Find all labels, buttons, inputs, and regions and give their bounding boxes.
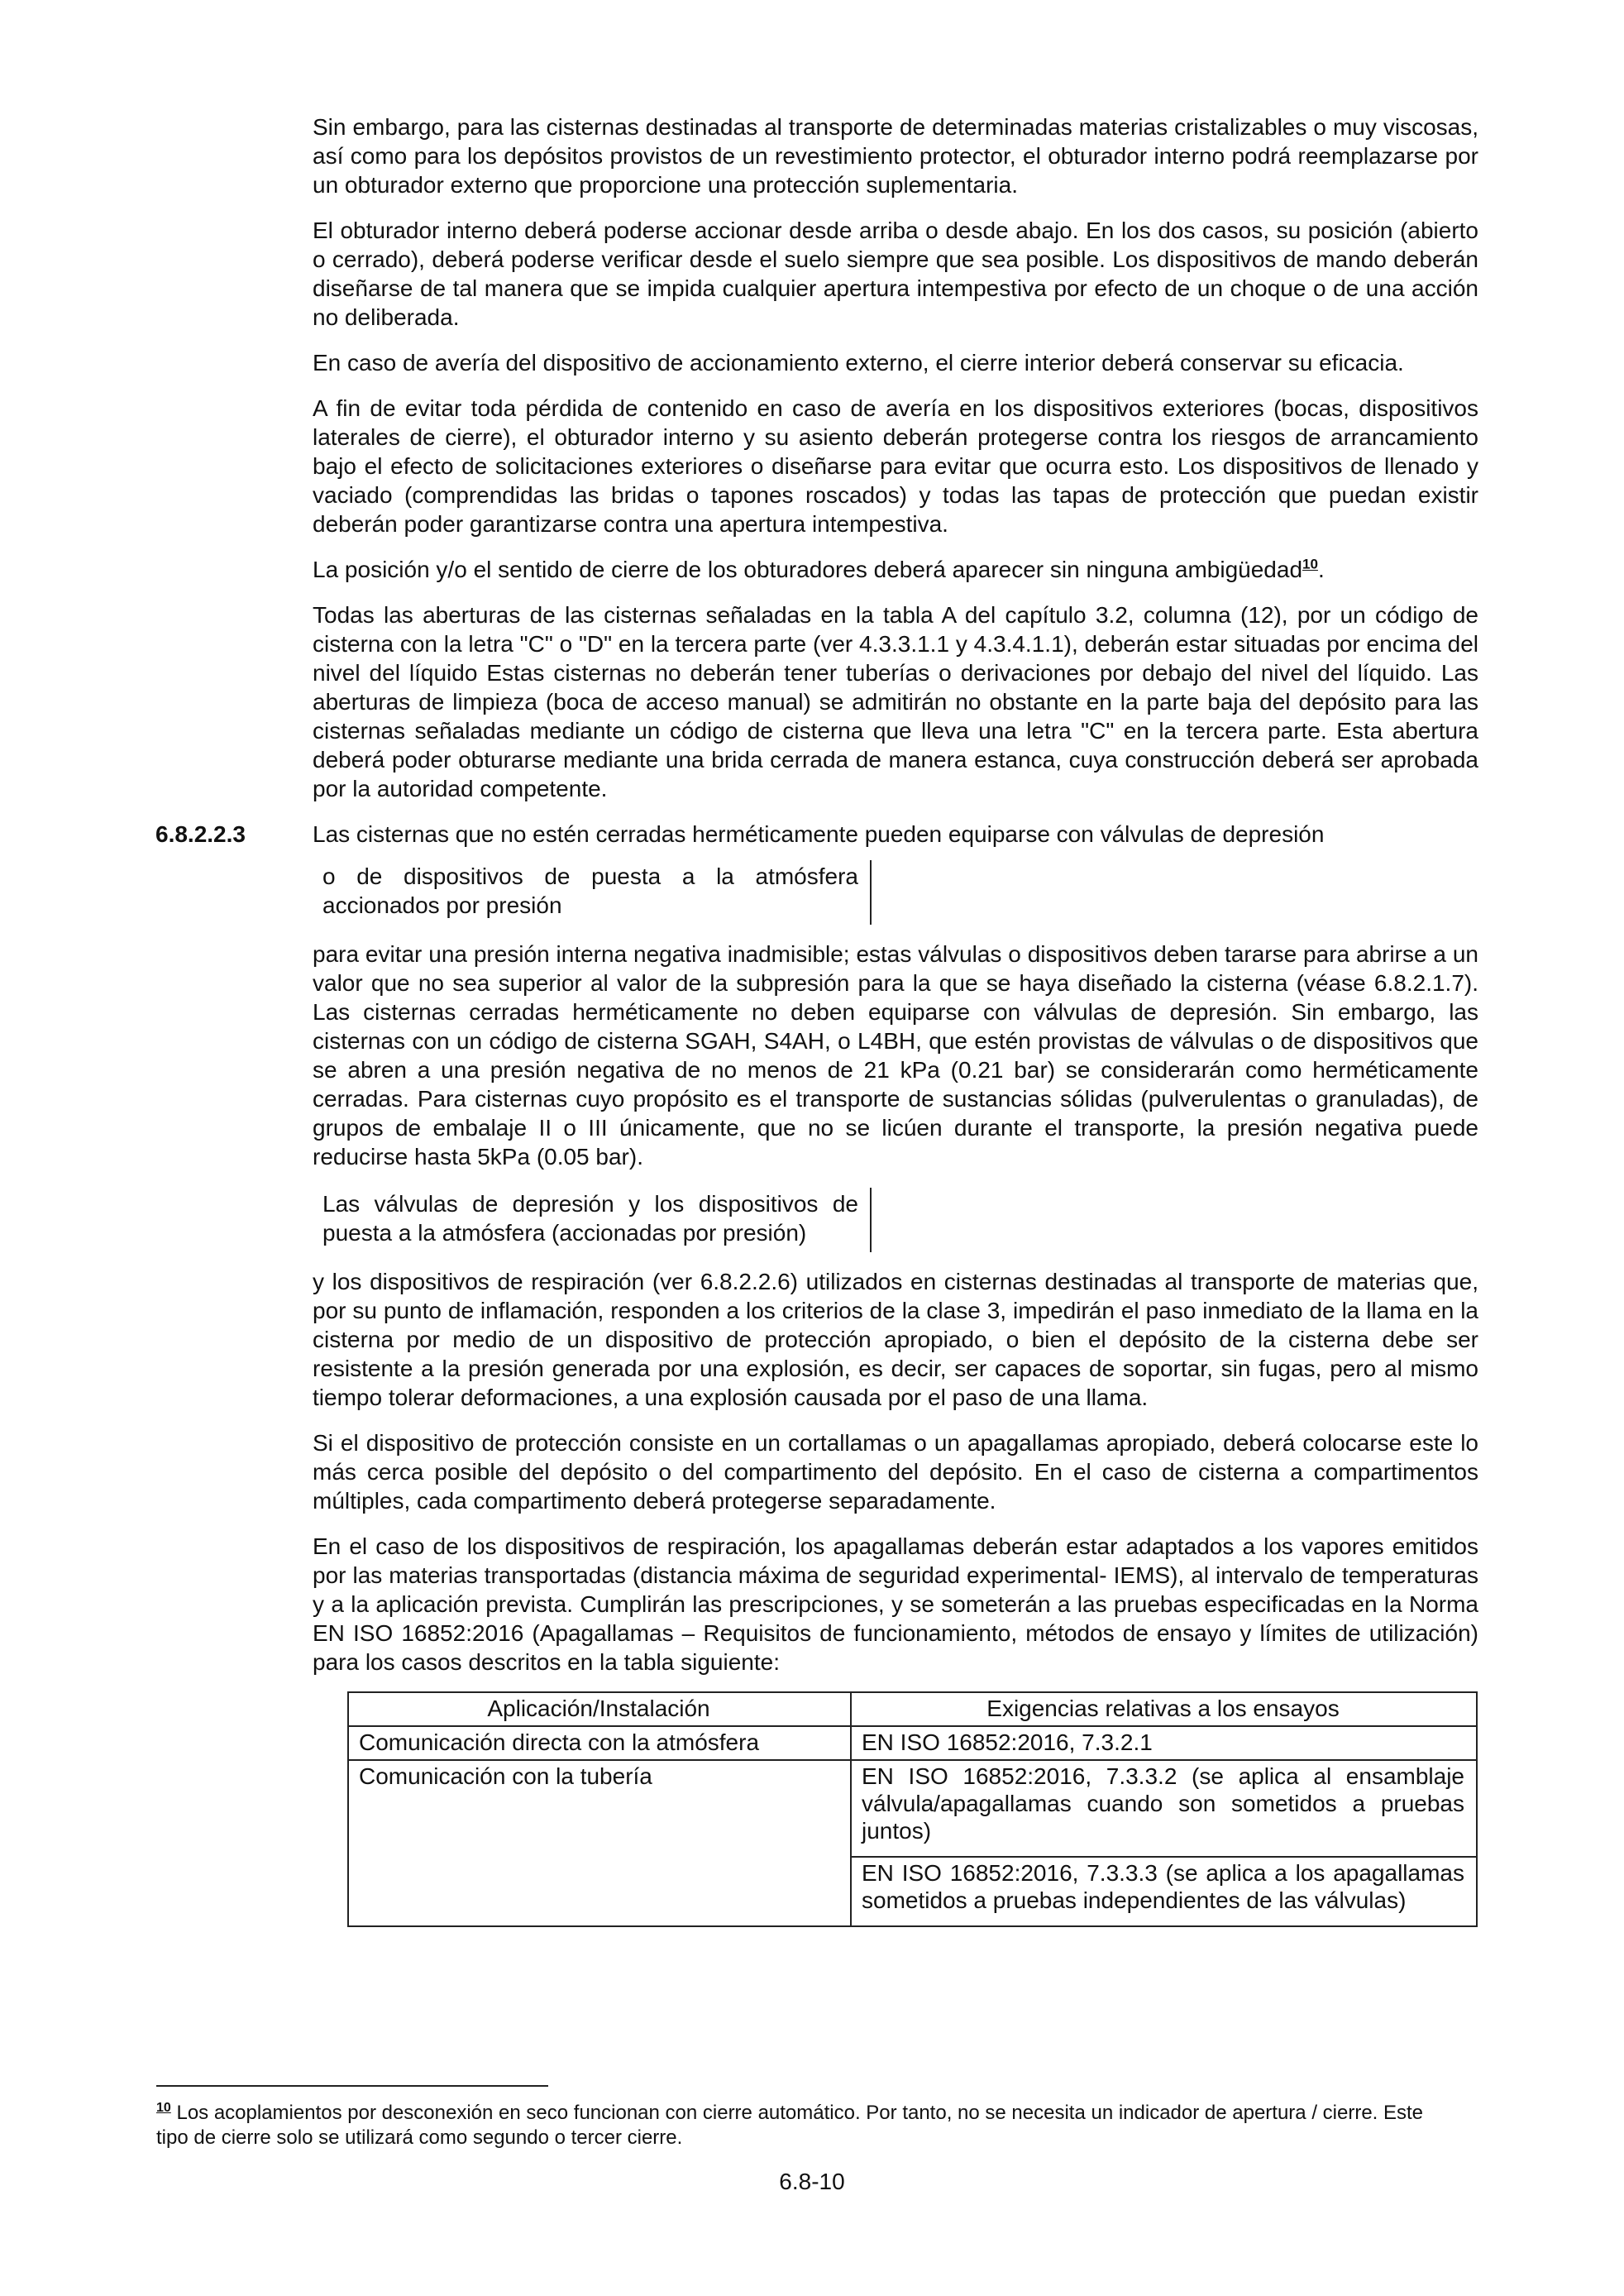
paragraph-4: A fin de evitar toda pérdida de contenido en caso de avería en los dispositivos exteriores (bocas, dispositivos laterales de cierre), el obturador interno y su asiento deberán protegerse contra los riesgos de arrancamiento bajo el efecto de solicitaciones exteriores o diseñarse para evitar que ocurra esto. Los dispositivos de llenado y vaciado (comprendidas las bridas o tapones roscados) y todas las tapas de protección que puedan existir deberán poder garantizarse contra una apertura intempestiva. <box>313 395 1478 537</box>
footnote-reference[interactable]: 10 <box>1302 556 1318 572</box>
table-header-row <box>348 1692 1477 1726</box>
table-row <box>348 1760 1477 1857</box>
table-cell: EN ISO 16852:2016, 7.3.2.1 <box>851 1726 1477 1760</box>
page-number: 6.8-10 <box>779 2169 845 2194</box>
table-cell: EN ISO 16852:2016, 7.3.3.2 (se aplica al ensamblaje válvula/apagallamas cuando son sometidos a pruebas juntos) <box>851 1760 1477 1857</box>
table-cell: Comunicación directa con la atmósfera <box>348 1726 851 1760</box>
paragraph-5-text: La posición y/o el sentido de cierre de los obturadores deberá aparecer sin ninguna ambigüedad <box>313 557 1303 582</box>
amendment-note-1: o de dispositivos de puesta a la atmósfera accionados por presión <box>313 860 872 925</box>
table-cell: Comunicación con la tubería <box>348 1760 851 1926</box>
table-header-requirements: Exigencias relativas a los ensayos <box>851 1692 1477 1726</box>
paragraph-2: El obturador interno deberá poderse accionar desde arriba o desde abajo. En los dos casos, su posición (abierto o cerrado), deberá poderse verificar desde el suelo siempre que sea posible. Los dispositivos de mando deberán diseñarse de tal manera que se impida cualquier apertura intempestiva por efecto de un choque o de una acción no deliberada. <box>313 218 1478 330</box>
footnote <box>156 2101 1446 2150</box>
paragraph-10: En el caso de los dispositivos de respiración, los apagallamas deberán estar adaptados a los vapores emitidos por las materias transportadas (distancia máxima de seguridad experimental- IEMS), al intervalo de temperaturas y a la aplicación prevista. Cumplirán las prescripciones, y se someterán a las pruebas especificadas en la Norma EN ISO 16852:2016 (Apagallamas – Requisitos de funcionamiento, métodos de ensayo y límites de utilización) para los casos descritos en la tabla siguiente: <box>313 1533 1478 1675</box>
paragraph-3: En caso de avería del dispositivo de accionamiento externo, el cierre interior deberá conservar su eficacia. <box>313 350 1404 375</box>
footnote-mark: 10 <box>156 2101 171 2115</box>
flame-arrester-test-table <box>347 1691 1478 1927</box>
paragraph-5 <box>313 555 1478 584</box>
main-content <box>155 112 1478 1927</box>
paragraph-5-end: . <box>1317 557 1325 582</box>
paragraph-9: Si el dispositivo de protección consiste en un cortallamas o un apagallamas apropiado, deberá colocarse este lo más cerca posible del depósito o del compartimento del depósito. En el caso de cisterna a compartimentos múltiples, cada compartimento deberá protegerse separadamente. <box>313 1430 1478 1514</box>
section-intro: Las cisternas que no estén cerradas herméticamente pueden equiparse con válvulas de depresión <box>313 821 1325 847</box>
footnote-separator <box>156 2085 548 2087</box>
paragraph-1: Sin embargo, para las cisternas destinadas al transporte de determinadas materias cristalizables o muy viscosas, así como para los depósitos provistos de un revestimiento protector, el obturador interno podrá reemplazarse por un obturador externo que proporcione una protección suplementaria. <box>313 114 1478 198</box>
table-row <box>348 1726 1477 1760</box>
footnote-text: Los acoplamientos por desconexión en seco funcionan con cierre automático. Por tanto, no se necesita un indicador de apertura / cierre. Este tipo de cierre solo se utilizará como segundo o tercer cierre. <box>156 2102 1424 2149</box>
paragraph-6: Todas las aberturas de las cisternas señaladas en la tabla A del capítulo 3.2, columna (12), por un código de cisterna con la letra "C" o "D" en la tercera parte (ver 4.3.3.1.1 y 4.3.4.1.1), deberán estar situadas por encima del nivel del líquido Estas cisternas no deberán tener tuberías o derivaciones por debajo del nivel del líquido. Las aberturas de limpieza (boca de acceso manual) se admitirán no obstante en la parte baja del depósito para las cisternas señaladas mediante un código de cisterna que lleva una letra "C" en la tercera parte. Esta abertura deberá poder obturarse mediante una brida cerrada de manera estanca, cuya construcción deberá ser aprobada por la autoridad competente. <box>313 602 1478 801</box>
section-6-8-2-2-3 <box>155 820 1478 849</box>
section-number: 6.8.2.2.3 <box>155 821 246 847</box>
amendment-note-2: Las válvulas de depresión y los dispositivos de puesta a la atmósfera (accionadas por presión) <box>313 1188 872 1252</box>
table-header-application: Aplicación/Instalación <box>348 1692 851 1726</box>
paragraph-7: para evitar una presión interna negativa inadmisible; estas válvulas o dispositivos deben tararse para abrirse a un valor que no sea superior al valor de la subpresión para la que se haya diseñado la cisterna (véase 6.8.2.1.7). Las cisternas cerradas herméticamente no deben equiparse con válvulas de depresión. Sin embargo, las cisternas con un código de cisterna SGAH, S4AH, o L4BH, que estén provistas de válvulas o de dispositivos que se abren a una presión negativa de no menos de 21 kPa (0.21 bar) se considerarán como herméticamente cerradas. Para cisternas cuyo propósito es el transporte de sustancias sólidas (pulverulentas o granuladas), de grupos de embalaje II o III únicamente, que no se licúen durante el transporte, la presión negativa puede reducirse hasta 5kPa (0.05 bar). <box>313 941 1478 1170</box>
paragraph-8: y los dispositivos de respiración (ver 6.8.2.2.6) utilizados en cisternas destinadas al transporte de materias que, por su punto de inflamación, responden a los criterios de la clase 3, impedirán el paso inmediato de la llama en la cisterna por medio de un dispositivo de protección apropiado, o bien el depósito de la cisterna debe ser resistente a la presión generada por una explosión, es decir, ser capaces de soportar, sin fugas, pero al mismo tiempo tolerar deformaciones, a una explosión causada por el paso de una llama. <box>313 1269 1478 1410</box>
table-cell: EN ISO 16852:2016, 7.3.3.3 (se aplica a los apagallamas sometidos a pruebas independientes de las válvulas) <box>851 1857 1477 1926</box>
